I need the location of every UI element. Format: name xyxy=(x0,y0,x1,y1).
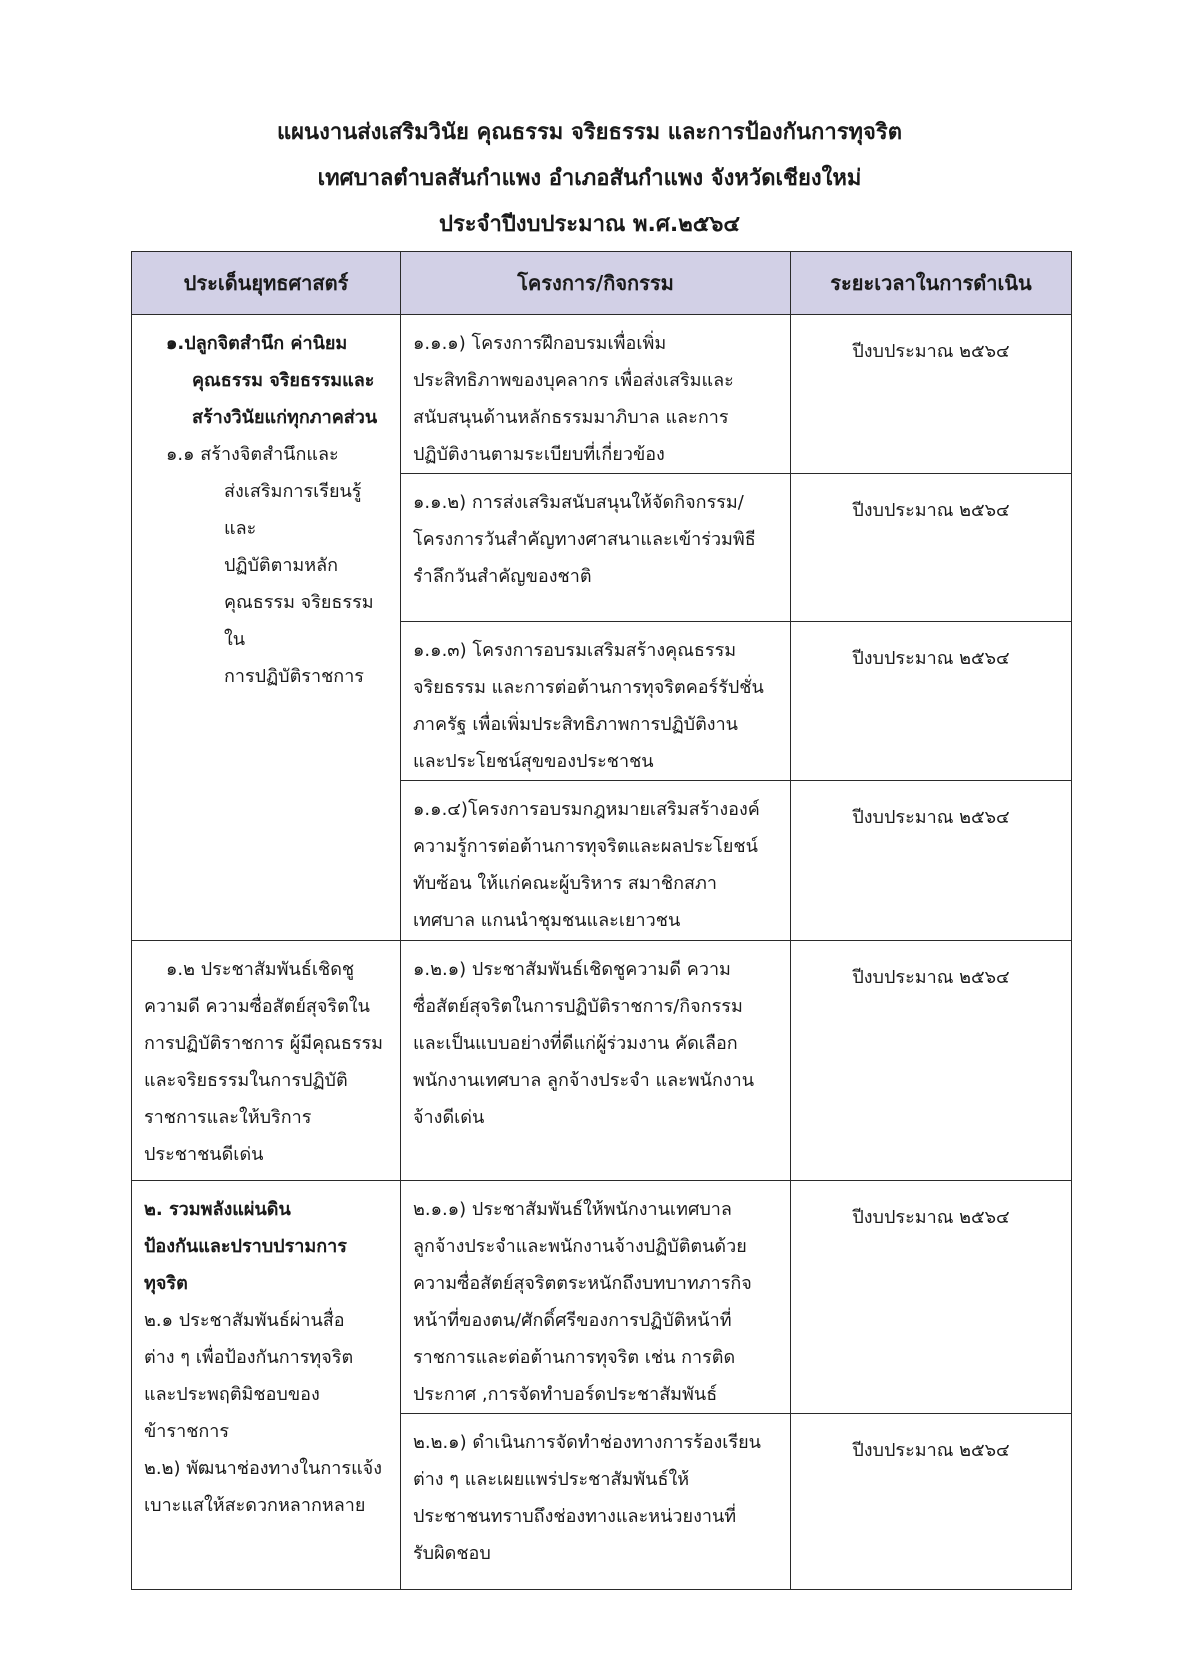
project-line: รำลึกวันสำคัญของชาติ xyxy=(413,566,592,587)
project-cell xyxy=(401,474,791,622)
strategy-line: ประชาชนดีเด่น xyxy=(144,1144,264,1165)
project-line: รับผิดชอบ xyxy=(413,1543,491,1564)
project-line: ทับซ้อน ให้แก่คณะผู้บริหาร สมาชิกสภา xyxy=(413,873,717,894)
strategy-line: ป้องกันและปราบปรามการ xyxy=(144,1236,347,1257)
strategy-line: คุณธรรม จริยธรรมและ xyxy=(192,370,375,391)
project-cell xyxy=(401,1414,791,1590)
project-line: ประสิทธิภาพของบุคลากร เพื่อส่งเสริมและ xyxy=(413,370,734,391)
strategy-line: ๑.๒ ประชาสัมพันธ์เชิดชู xyxy=(166,959,355,980)
strategy-line: เบาะแสให้สะดวกหลากหลาย xyxy=(144,1495,366,1516)
project-line: ๒.๑.๑) ประชาสัมพันธ์ให้พนักงานเทศบาล xyxy=(413,1199,732,1220)
project-line: ภาครัฐ เพื่อเพิ่มประสิทธิภาพการปฏิบัติงาน xyxy=(413,714,738,735)
project-line: ประชาชนทราบถึงช่องทางและหน่วยงานที่ xyxy=(413,1506,737,1527)
project-cell xyxy=(401,781,791,941)
table-row xyxy=(132,941,1072,1181)
project-line: สนับสนุนด้านหลักธรรมมาภิบาล และการ xyxy=(413,407,729,428)
table-body xyxy=(132,315,1072,1590)
strategy-line: ข้าราชการ xyxy=(144,1421,230,1442)
project-line: ๑.๑.๑) โครงการฝึกอบรมเพื่อเพิ่ม xyxy=(413,333,667,354)
strategy-line: คุณธรรม จริยธรรมใน xyxy=(224,592,374,650)
strategy-line: ความดี ความซื่อสัตย์สุจริตใน xyxy=(144,996,370,1017)
strategy-line: ราชการและให้บริการ xyxy=(144,1107,312,1128)
table-row xyxy=(132,315,1072,474)
table-header-row xyxy=(132,252,1072,315)
plan-table xyxy=(131,251,1072,1590)
project-line: เทศบาล แกนนำชุมชนและเยาวชน xyxy=(413,910,681,931)
project-line: ต่าง ๆ และเผยแพร่ประชาสัมพันธ์ให้ xyxy=(413,1469,690,1490)
duration-cell: ปีงบประมาณ ๒๕๖๔ xyxy=(791,781,1072,941)
strategy-cell xyxy=(132,315,401,941)
project-line: จริยธรรม และการต่อต้านการทุจริตคอร์รัปชั่น xyxy=(413,677,764,698)
header-duration: ระยะเวลาในการดำเนิน xyxy=(791,252,1072,315)
project-line: ราชการและต่อต้านการทุจริต เช่น การติด xyxy=(413,1347,736,1368)
project-line: และประโยชน์สุขของประชาชน xyxy=(413,751,654,772)
project-line: ซื่อสัตย์สุจริตในการปฏิบัติราชการ/กิจกรรม xyxy=(413,996,743,1017)
project-line: ๑.๒.๑) ประชาสัมพันธ์เชิดชูความดี ความ xyxy=(413,959,731,980)
strategy-line: และจริยธรรมในการปฏิบัติ xyxy=(144,1070,348,1091)
duration-cell: ปีงบประมาณ ๒๕๖๔ xyxy=(791,622,1072,781)
project-line: พนักงานเทศบาล ลูกจ้างประจำ และพนักงาน xyxy=(413,1070,755,1091)
document-title-line-3: ประจำปีงบประมาณ พ.ศ.๒๕๖๔ xyxy=(439,212,740,237)
strategy-line: ๑.๑ สร้างจิตสำนึกและ xyxy=(166,444,339,465)
project-cell xyxy=(401,315,791,474)
project-cell xyxy=(401,941,791,1181)
duration-cell: ปีงบประมาณ ๒๕๖๔ xyxy=(791,1181,1072,1414)
strategy-line: ส่งเสริมการเรียนรู้และ xyxy=(224,481,362,539)
strategy-line: ต่าง ๆ เพื่อป้องกันการทุจริต xyxy=(144,1347,354,1368)
project-line: จ้างดีเด่น xyxy=(413,1107,485,1128)
project-line: ๑.๑.๔)โครงการอบรมกฎหมายเสริมสร้างองค์ xyxy=(413,799,760,820)
duration-cell: ปีงบประมาณ ๒๕๖๔ xyxy=(791,941,1072,1181)
table-row xyxy=(132,1181,1072,1414)
project-line: ความรู้การต่อต้านการทุจริตและผลประโยชน์ xyxy=(413,836,758,857)
project-line: ความซื่อสัตย์สุจริตตระหนักถึงบทบาทภารกิจ xyxy=(413,1273,752,1294)
strategy-cell xyxy=(132,1181,401,1590)
project-line: ๑.๑.๓) โครงการอบรมเสริมสร้างคุณธรรม xyxy=(413,640,737,661)
project-line: หน้าที่ของตน/ศักดิ์ศรีของการปฏิบัติหน้าที่ xyxy=(413,1310,732,1331)
document-title-line-2: เทศบาลตำบลสันกำแพง อำเภอสันกำแพง จังหวัดเชียงใหม่ xyxy=(317,166,862,191)
header-strategy: ประเด็นยุทธศาสตร์ xyxy=(132,252,401,315)
project-line: ปฏิบัติงานตามระเบียบที่เกี่ยวข้อง xyxy=(413,444,665,465)
strategy-line: ๑.ปลูกจิตสำนึก ค่านิยม xyxy=(166,333,348,354)
project-line: ลูกจ้างประจำและพนักงานจ้างปฏิบัติตนด้วย xyxy=(413,1236,747,1257)
document-title-line-1: แผนงานส่งเสริมวินัย คุณธรรม จริยธรรม และการป้องกันการทุจริต xyxy=(276,120,903,145)
duration-cell: ปีงบประมาณ ๒๕๖๔ xyxy=(791,1414,1072,1590)
project-line: โครงการวันสำคัญทางศาสนาและเข้าร่วมพิธี xyxy=(413,529,756,550)
strategy-line: และประพฤติมิชอบของ xyxy=(144,1384,320,1405)
strategy-line: ๒. รวมพลังแผ่นดิน xyxy=(144,1199,291,1220)
strategy-line: ๒.๑ ประชาสัมพันธ์ผ่านสื่อ xyxy=(144,1310,345,1331)
project-cell xyxy=(401,622,791,781)
strategy-line: การปฏิบัติราชการ ผู้มีคุณธรรม xyxy=(144,1033,384,1054)
strategy-line: ๒.๒) พัฒนาช่องทางในการแจ้ง xyxy=(144,1458,383,1479)
strategy-line: สร้างวินัยแก่ทุกภาคส่วน xyxy=(192,407,378,428)
strategy-line: ปฏิบัติตามหลัก xyxy=(224,555,339,576)
header-project: โครงการ/กิจกรรม xyxy=(401,252,791,315)
project-line: และเป็นแบบอย่างที่ดีแก่ผู้ร่วมงาน คัดเลือก xyxy=(413,1033,738,1054)
project-line: ประกาศ ,การจัดทำบอร์ดประชาสัมพันธ์ xyxy=(413,1384,718,1405)
strategy-line: ทุจริต xyxy=(144,1273,188,1294)
strategy-line: การปฏิบัติราชการ xyxy=(224,666,364,687)
duration-cell: ปีงบประมาณ ๒๕๖๔ xyxy=(791,315,1072,474)
strategy-cell xyxy=(132,941,401,1181)
duration-cell: ปีงบประมาณ ๒๕๖๔ xyxy=(791,474,1072,622)
project-line: ๒.๒.๑) ดำเนินการจัดทำช่องทางการร้องเรียน xyxy=(413,1432,761,1453)
project-cell xyxy=(401,1181,791,1414)
project-line: ๑.๑.๒) การส่งเสริมสนับสนุนให้จัดกิจกรรม/ xyxy=(413,492,744,513)
